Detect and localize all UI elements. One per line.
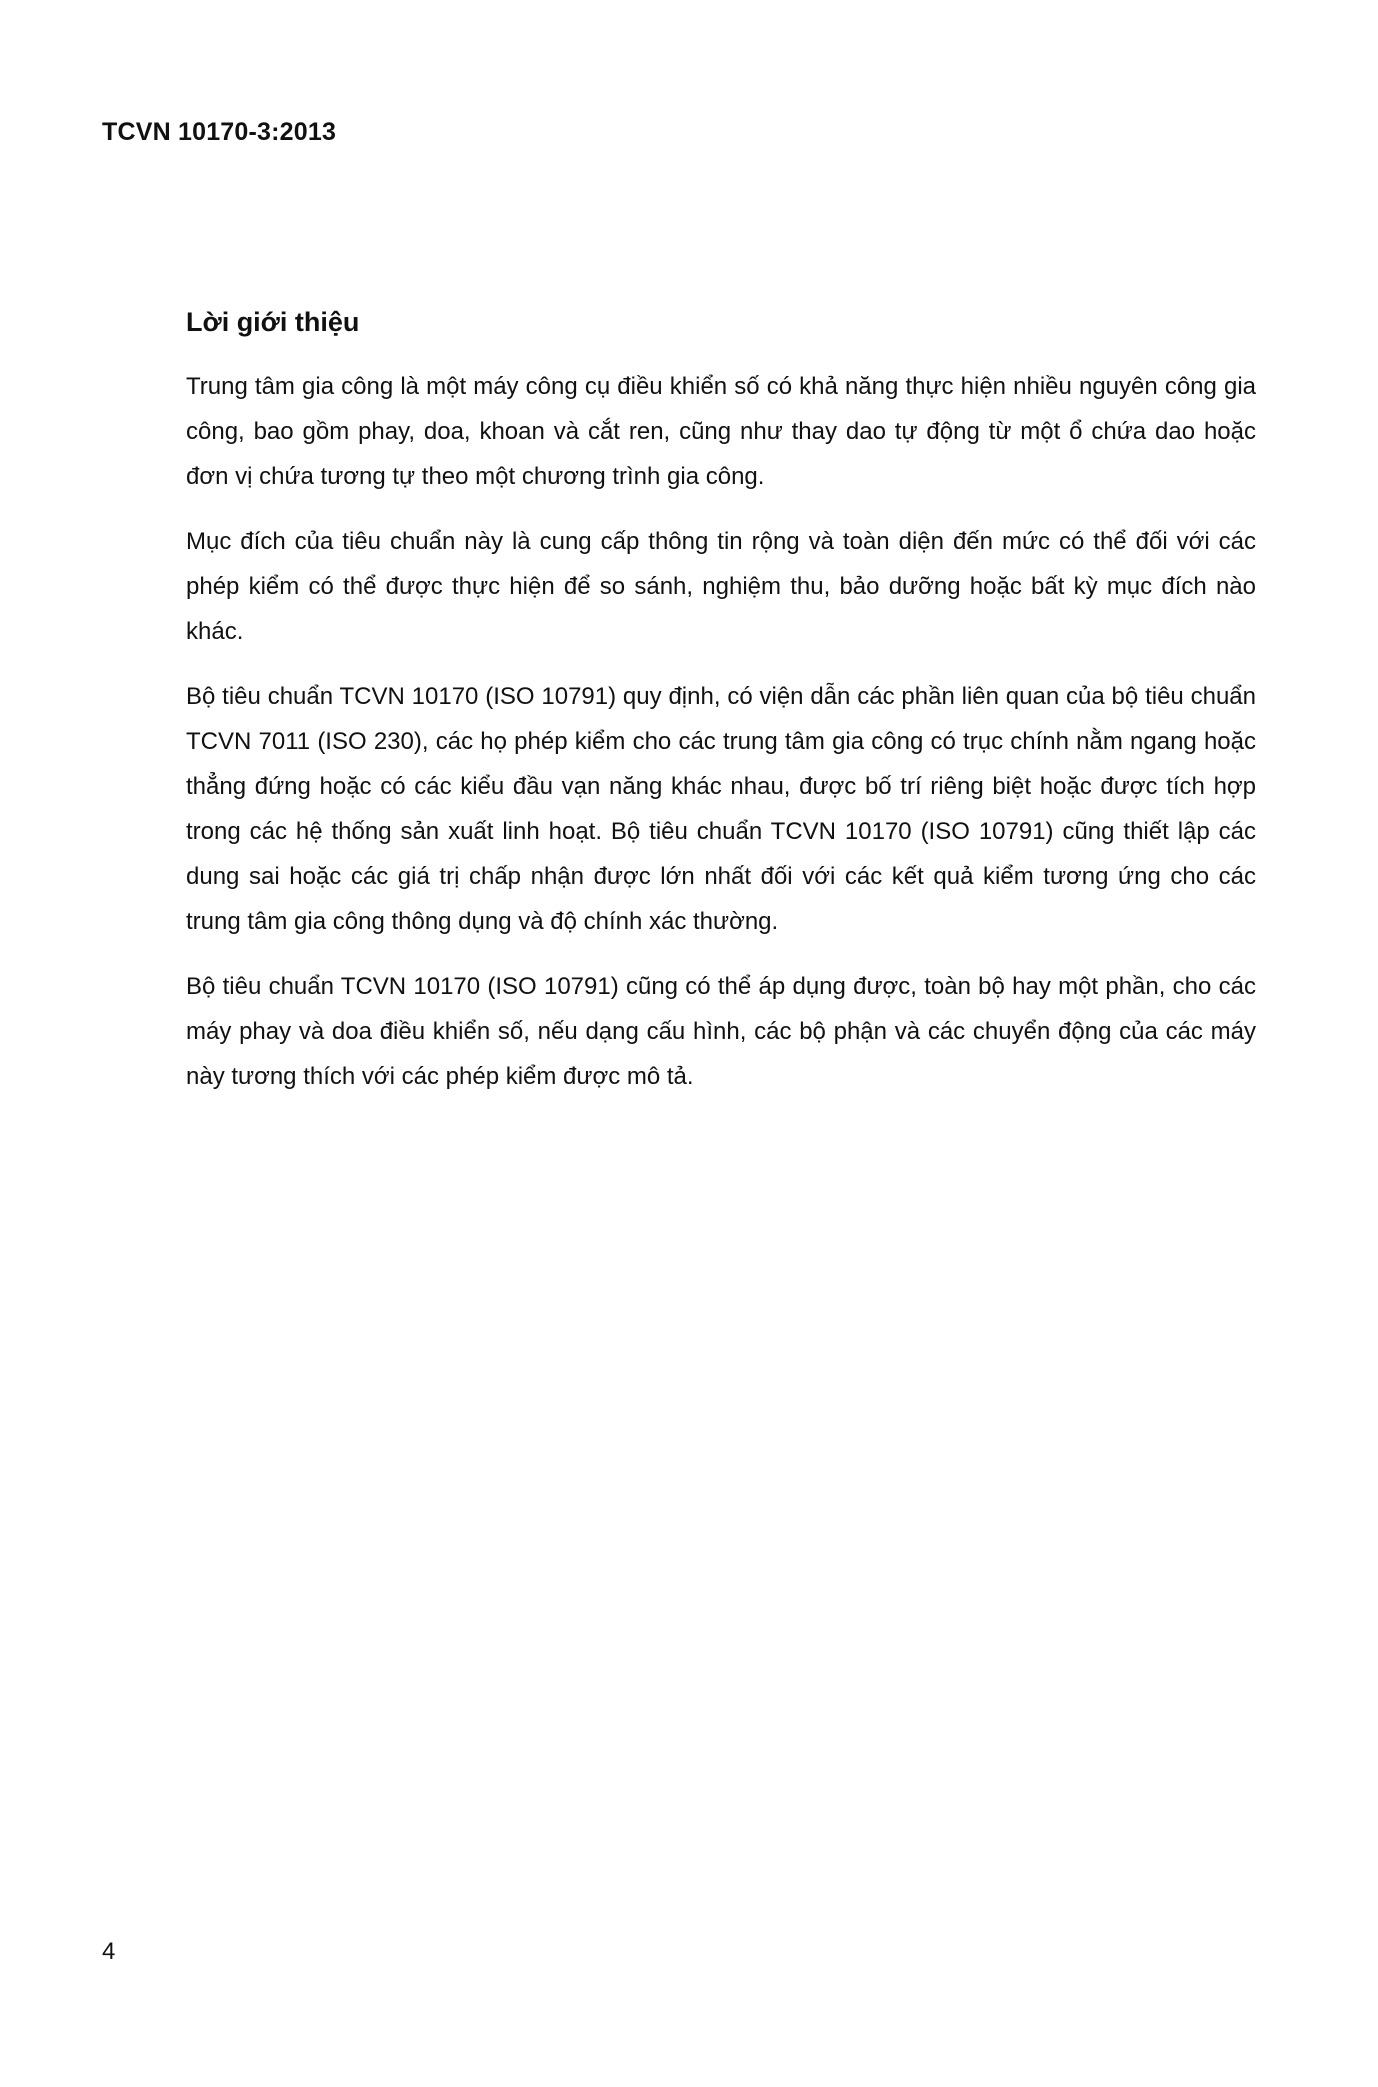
paragraph-1: Trung tâm gia công là một máy công cụ điều khiển số có khả năng thực hiện nhiều nguyên công gia công, bao gồm phay, doa, khoan và cắt ren, cũng như thay dao tự động từ một ổ chứa dao hoặc đơn vị chứa tương tự theo một chương trình gia công. <box>186 373 1256 490</box>
page-number: 4 <box>102 1938 116 1965</box>
paragraph-4: Bộ tiêu chuẩn TCVN 10170 (ISO 10791) cũng có thể áp dụng được, toàn bộ hay một phần, cho các máy phay và doa điều khiển số, nếu dạng cấu hình, các bộ phận và các chuyển động của các máy này tương thích với các phép kiểm được mô tả. <box>186 973 1256 1090</box>
paragraph-3: Bộ tiêu chuẩn TCVN 10170 (ISO 10791) quy định, có viện dẫn các phần liên quan của bộ tiêu chuẩn TCVN 7011 (ISO 230), các họ phép kiểm cho các trung tâm gia công có trục chính nằm ngang hoặc thẳng đứng hoặc có các kiểu đầu vạn năng khác nhau, được bố trí riêng biệt hoặc được tích hợp trong các hệ thống sản xuất linh hoạt. Bộ tiêu chuẩn TCVN 10170 (ISO 10791) cũng thiết lập các dung sai hoặc các giá trị chấp nhận được lớn nhất đối với các kết quả kiểm tương ứng cho các trung tâm gia công thông dụng và độ chính xác thường. <box>186 683 1256 935</box>
introduction-section <box>186 302 1256 1119</box>
section-title: Lời giới thiệu <box>186 307 360 337</box>
document-code-header: TCVN 10170-3:2013 <box>102 118 337 146</box>
paragraph-2: Mục đích của tiêu chuẩn này là cung cấp thông tin rộng và toàn diện đến mức có thể đối với các phép kiểm có thể được thực hiện để so sánh, nghiệm thu, bảo dưỡng hoặc bất kỳ mục đích nào khác. <box>186 528 1256 645</box>
